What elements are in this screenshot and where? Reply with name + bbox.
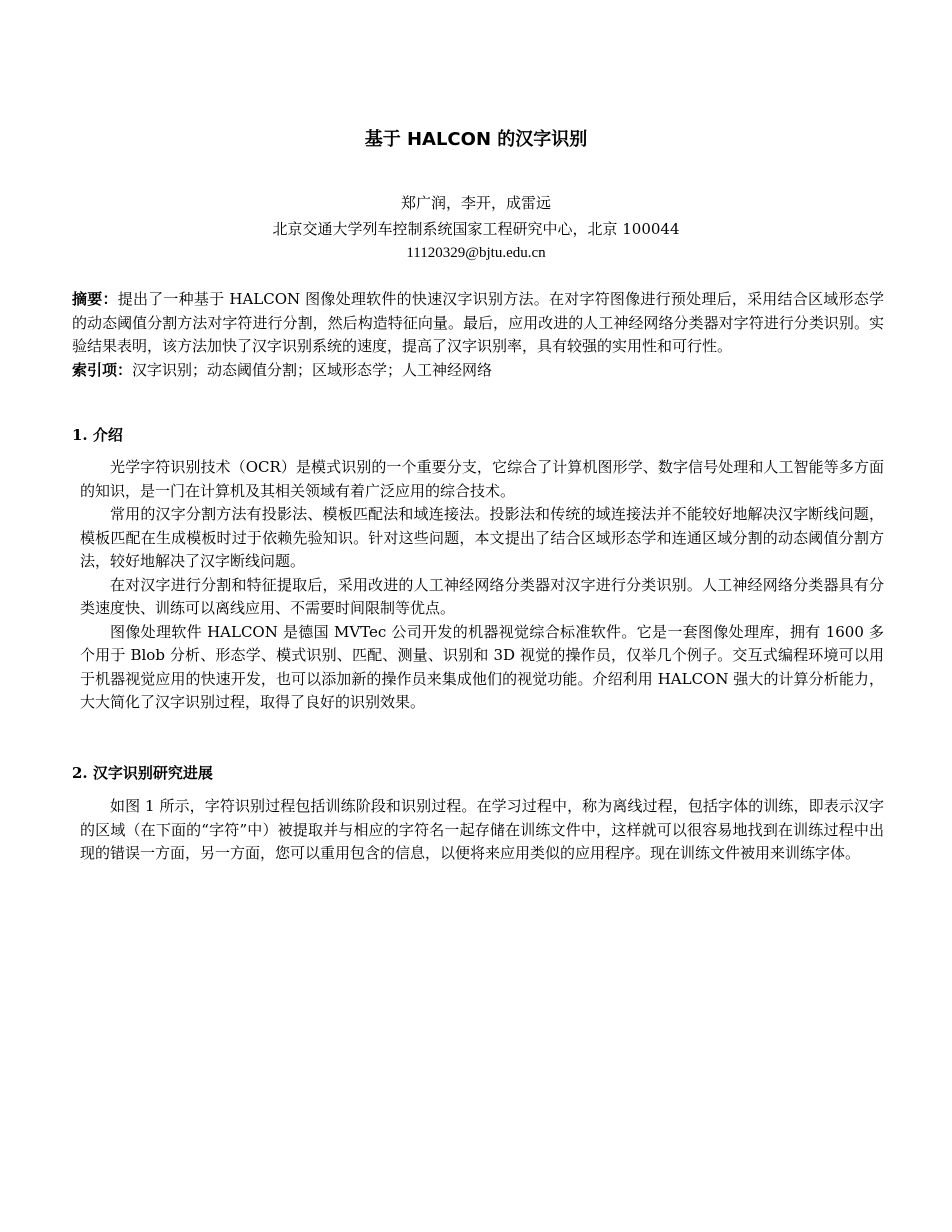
section-heading-introduction: [72, 424, 123, 446]
section-number: 1.: [72, 426, 88, 444]
abstract: [72, 288, 884, 359]
author-list: 郑广润，李开，成雷远: [400, 194, 551, 212]
section-body-introduction: [80, 456, 884, 715]
paragraph: 如图 1 所示，字符识别过程包括训练阶段和识别过程。在学习过程中，称为离线过程，包括字体的训练，即表示汉字的区域（在下面的“字符”中）被提取并与相应的字符名一起存储在训练文件中，这样就可以很容易地找到在训练过程中出现的错误一方面，另一方面，您可以重用包含的信息，以便将来应用类似的应用程序。现在训练文件被用来训练字体。: [80, 797, 884, 862]
keywords-text: 汉字识别；动态阈值分割；区域形态学；人工神经网络: [132, 360, 493, 379]
section-number: 2.: [72, 764, 88, 782]
section-title: 介绍: [92, 426, 123, 444]
paper-title: 基于 HALCON 的汉字识别: [364, 129, 588, 150]
keywords: [72, 359, 884, 383]
keywords-label: 索引项：: [72, 360, 133, 379]
section-heading-research-progress: [72, 762, 213, 784]
section-body-research-progress: [80, 795, 884, 866]
abstract-label: 摘要：: [72, 290, 118, 308]
author-email: 11120329@bjtu.edu.cn: [406, 245, 546, 261]
paragraph: 光学字符识别技术（OCR）是模式识别的一个重要分支，它综合了计算机图形学、数字信号处理和人工智能等多方面的知识，是一门在计算机及其相关领域有着广泛应用的综合技术。: [80, 458, 884, 500]
abstract-text: 提出了一种基于 HALCON 图像处理软件的快速汉字识别方法。在对字符图像进行预处理后，采用结合区域形态学的动态阈值分割方法对字符进行分割，然后构造特征向量。最后，应用改进的人工神经网络分类器对字符进行分类识别。实验结果表明，该方法加快了汉字识别系统的速度，提高了汉字识别率，具有较强的实用性和可行性。: [72, 290, 884, 355]
paragraph: 在对汉字进行分割和特征提取后，采用改进的人工神经网络分类器对汉字进行分类识别。人工神经网络分类器具有分类速度快、训练可以离线应用、不需要时间限制等优点。: [80, 575, 884, 617]
affiliation: 北京交通大学列车控制系统国家工程研究中心，北京 100044: [272, 220, 680, 238]
section-title: 汉字识别研究进展: [92, 764, 213, 782]
abstract-block: [72, 288, 884, 382]
paragraph: 常用的汉字分割方法有投影法、模板匹配法和域连接法。投影法和传统的域连接法并不能较好地解决汉字断线问题，模板匹配在生成模板时过于依赖先验知识。针对这些问题，本文提出了结合区域形态学和连通区域分割的动态阈值分割方法，较好地解决了汉字断线问题。: [80, 505, 884, 570]
paragraph: 图像处理软件 HALCON 是德国 MVTec 公司开发的机器视觉综合标准软件。它是一套图像处理库，拥有 1600 多个用于 Blob 分析、形态学、模式识别、匹配、测量、识别和 3D 视觉的操作员，仅举几个例子。交互式编程环境可以用于机器视觉应用的快速开发，也可以添加新的操作员来集成他们的视觉功能。介绍利用 HALCON 强大的计算分析能力，大大简化了汉字识别过程，取得了良好的识别效果。: [80, 622, 884, 711]
